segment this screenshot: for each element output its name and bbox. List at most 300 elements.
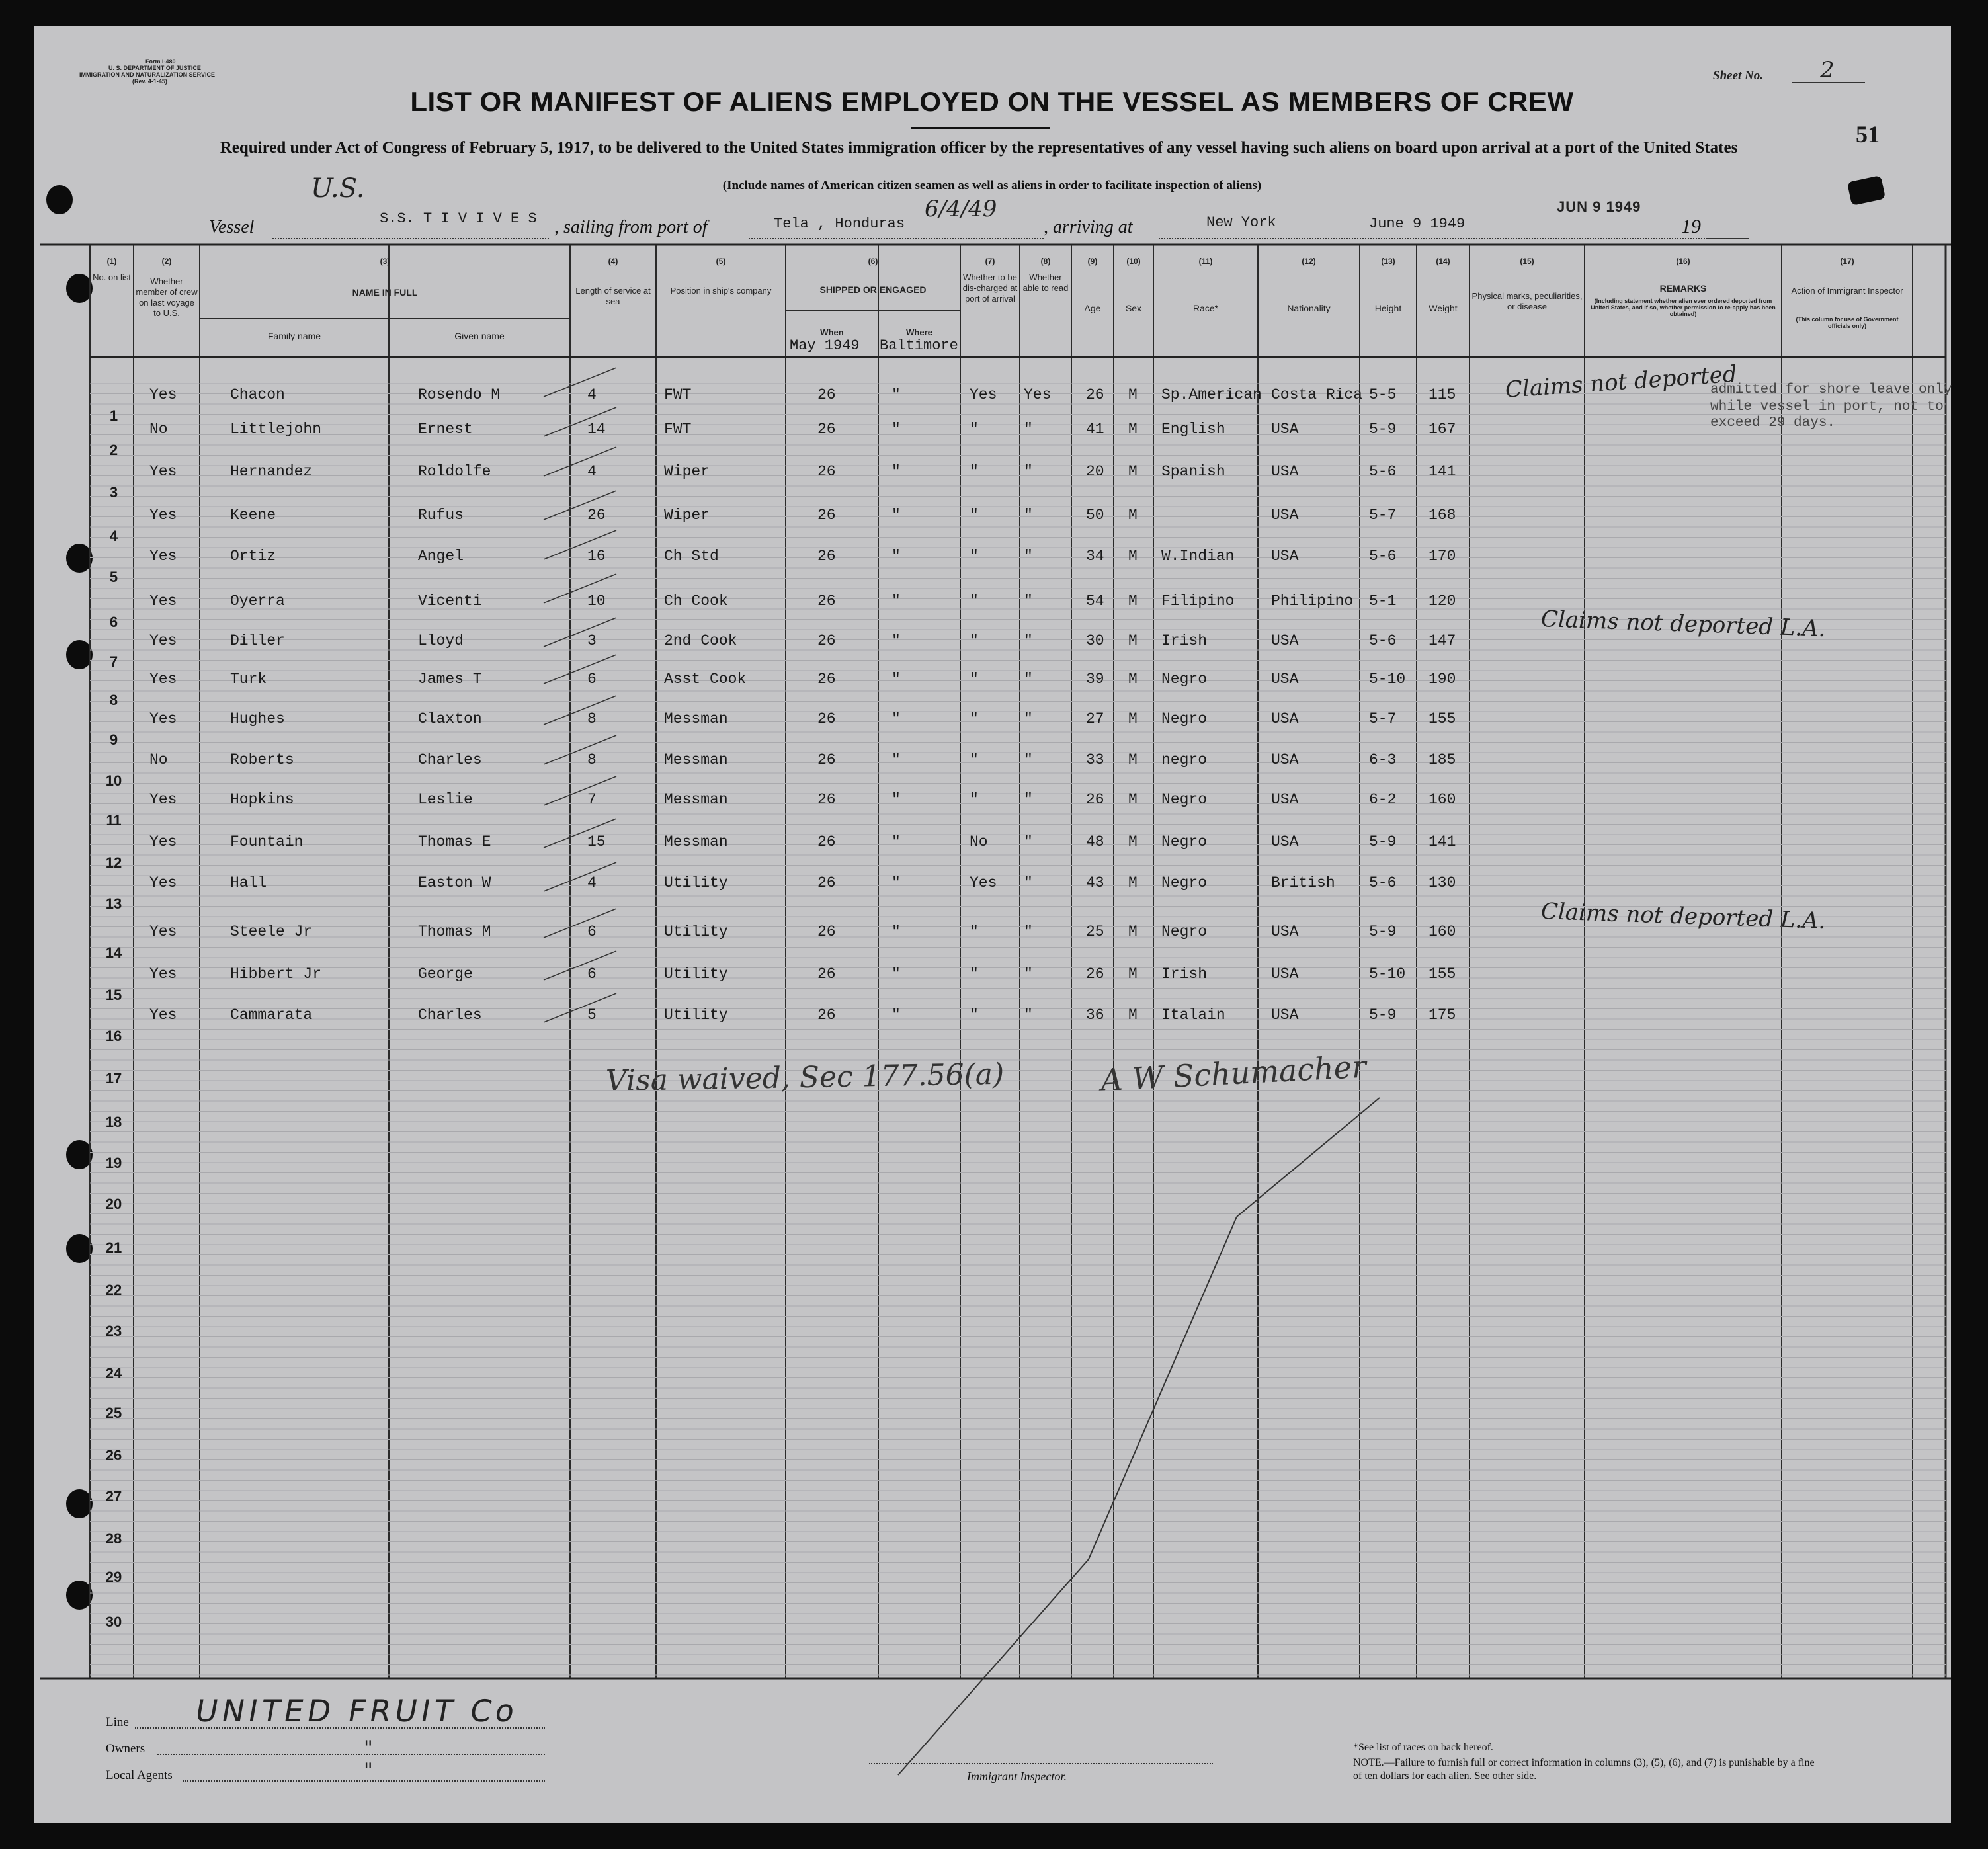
cell-position: Utility — [664, 874, 728, 891]
cell-sex: M — [1128, 923, 1138, 940]
cell-position: Ch Std — [664, 548, 719, 565]
cell-height: 5-9 — [1369, 1007, 1397, 1024]
cell-read: " — [1024, 671, 1033, 688]
cell-sex: M — [1128, 421, 1138, 438]
cell-day: 26 — [817, 874, 836, 891]
column-header-inspector-action: Action of Immigrant Inspector — [1791, 286, 1903, 296]
vessel-name: S.S. T I V I V E S — [380, 210, 537, 227]
cell-disch: " — [970, 751, 979, 768]
cell-given: Thomas E — [418, 833, 491, 850]
cell-read: " — [1024, 463, 1033, 480]
cell-day: 26 — [817, 833, 836, 850]
cell-family: Fountain — [230, 833, 304, 850]
cell-family: Turk — [230, 671, 267, 688]
cell-weight: 168 — [1429, 507, 1456, 524]
cell-disch: " — [970, 548, 979, 565]
column-number-c15: (15) — [1520, 257, 1534, 266]
cell-height: 5-6 — [1369, 874, 1397, 891]
cell-age: 27 — [1086, 710, 1104, 727]
row-number: 14 — [105, 944, 122, 961]
cell-given: Charles — [418, 751, 482, 768]
cell-race: W.Indian — [1161, 548, 1235, 565]
cell-service: 5 — [587, 1007, 597, 1024]
column-header-c5: Position in ship's company — [670, 286, 772, 296]
footer-agents-value: " — [364, 1759, 373, 1782]
cell-age: 41 — [1086, 421, 1104, 438]
column-header-c11: Race* — [1192, 303, 1219, 313]
cell-weight: 130 — [1429, 874, 1456, 891]
cell-day: 26 — [817, 671, 836, 688]
column-header-shipped-or-engaged: SHIPPED OR ENGAGED — [819, 284, 927, 295]
cell-age: 26 — [1086, 966, 1104, 983]
cell-day: 26 — [817, 386, 836, 403]
cell-race: Negro — [1161, 791, 1208, 808]
cell-height: 5-1 — [1369, 593, 1397, 610]
inspector-signature: A W Schumacher — [1099, 1048, 1368, 1098]
departure-port: Tela , Honduras — [774, 216, 905, 232]
row-number: 8 — [109, 692, 118, 708]
cell-weight: 170 — [1429, 548, 1456, 565]
remark-row-1-typed-2: while vessel in port, not to — [1710, 399, 1944, 415]
column-header-c2: Whether member of crew on last voyage to U.S. — [136, 276, 198, 318]
cell-weight: 141 — [1429, 463, 1456, 480]
cell-given: Vicenti — [418, 593, 482, 610]
cell-nat: USA — [1271, 751, 1299, 768]
row-number-empty: 20 — [105, 1196, 122, 1212]
cell-weight: 167 — [1429, 421, 1456, 438]
cell-weight: 155 — [1429, 966, 1456, 983]
cell-disch: " — [970, 671, 979, 688]
cell-where: " — [891, 548, 901, 565]
row-number: 15 — [105, 987, 122, 1003]
cell-service: 26 — [587, 507, 606, 524]
row-number-empty: 22 — [105, 1282, 122, 1298]
cell-read: Yes — [1024, 386, 1052, 403]
cell-race: Irish — [1161, 632, 1208, 649]
cell-where: " — [891, 1007, 901, 1024]
cell-height: 5-5 — [1369, 386, 1397, 403]
cell-family: Hughes — [230, 710, 285, 727]
column-number-c13: (13) — [1381, 257, 1395, 266]
cell-sex: M — [1128, 593, 1138, 610]
cell-weight: 185 — [1429, 751, 1456, 768]
cell-read: " — [1024, 833, 1033, 850]
cell-last: No — [149, 751, 168, 768]
cell-height: 6-2 — [1369, 791, 1397, 808]
cell-sex: M — [1128, 548, 1138, 565]
cell-where: " — [891, 710, 901, 727]
cell-where: " — [891, 507, 901, 524]
cell-age: 48 — [1086, 833, 1104, 850]
cell-age: 50 — [1086, 507, 1104, 524]
cell-given: Charles — [418, 1007, 482, 1024]
cell-sex: M — [1128, 966, 1138, 983]
row-number: 5 — [109, 569, 118, 585]
column-number-c3: (3) — [380, 257, 390, 266]
cell-given: Roldolfe — [418, 463, 491, 480]
cell-where: " — [891, 833, 901, 850]
cell-weight: 155 — [1429, 710, 1456, 727]
cell-nat: USA — [1271, 548, 1299, 565]
cell-service: 6 — [587, 671, 597, 688]
cell-disch: " — [970, 593, 979, 610]
cell-disch: " — [970, 923, 979, 940]
cell-nat: Costa Rica — [1271, 386, 1363, 403]
arrival-stamp: JUN 9 1949 — [1557, 198, 1641, 215]
column-number-c7: (7) — [985, 257, 995, 266]
column-header-when: When — [820, 327, 844, 337]
remark-row-1-handwritten: Claims not deported — [1504, 360, 1738, 403]
cell-service: 8 — [587, 710, 597, 727]
column-number-c12: (12) — [1302, 257, 1316, 266]
row-number: 6 — [109, 614, 118, 630]
cell-where: " — [891, 671, 901, 688]
subtitle: Required under Act of Congress of February 5, 1917, to be delivered to the United States immigration officer by the representatives of any vessel having such aliens on board upon arrival at a port of the United States — [220, 139, 1738, 157]
cell-family: Hall — [230, 874, 267, 891]
year-label: 19 — [1681, 216, 1701, 237]
arrival-port: New York — [1206, 214, 1276, 231]
cell-sex: M — [1128, 833, 1138, 850]
footer-line-value: UNITED FRUIT Co — [192, 1693, 522, 1729]
row-number-empty: 17 — [105, 1070, 122, 1087]
row-number-empty: 21 — [105, 1239, 122, 1256]
cell-given: Claxton — [418, 710, 482, 727]
cell-height: 5-6 — [1369, 463, 1397, 480]
footer-races-note: *See list of races on back hereof. — [1353, 1742, 1493, 1753]
column-header-c7: Whether to be dis-charged at port of arrival — [962, 272, 1018, 304]
cell-height: 5-9 — [1369, 923, 1397, 940]
cell-read: " — [1024, 1007, 1033, 1024]
cell-given: Leslie — [418, 791, 473, 808]
cell-last: Yes — [149, 710, 177, 727]
cell-race: Negro — [1161, 710, 1208, 727]
cell-sex: M — [1128, 386, 1138, 403]
cell-disch: " — [970, 463, 979, 480]
footer-line-label: Line — [106, 1715, 129, 1729]
cell-service: 4 — [587, 463, 597, 480]
arriving-label: , arriving at — [1044, 217, 1133, 237]
cell-age: 39 — [1086, 671, 1104, 688]
form-number: Form I-480 — [145, 58, 176, 65]
row-number-empty: 29 — [105, 1569, 122, 1585]
cell-service: 4 — [587, 874, 597, 891]
cell-read: " — [1024, 507, 1033, 524]
row-number-empty: 30 — [105, 1614, 122, 1630]
cell-where: " — [891, 751, 901, 768]
cell-race: Filipino — [1161, 593, 1235, 610]
cell-read: " — [1024, 421, 1033, 438]
cell-age: 34 — [1086, 548, 1104, 565]
cell-disch: Yes — [970, 386, 997, 403]
cell-day: 26 — [817, 923, 836, 940]
cell-age: 36 — [1086, 1007, 1104, 1024]
cell-age: 54 — [1086, 593, 1104, 610]
cell-sex: M — [1128, 632, 1138, 649]
cell-last: Yes — [149, 923, 177, 940]
footer-agents-label: Local Agents — [106, 1768, 173, 1782]
cell-family: Roberts — [230, 751, 294, 768]
footer-inspector-label: Immigrant Inspector. — [967, 1770, 1067, 1783]
cell-sex: M — [1128, 1007, 1138, 1024]
cell-age: 25 — [1086, 923, 1104, 940]
column-header-remarks: REMARKS — [1659, 283, 1707, 294]
cell-sex: M — [1128, 791, 1138, 808]
cell-last: Yes — [149, 548, 177, 565]
cell-given: James T — [418, 671, 482, 688]
cell-read: " — [1024, 791, 1033, 808]
cell-last: Yes — [149, 632, 177, 649]
sheet-number: 2 — [1820, 57, 1835, 83]
page-number: 51 — [1856, 121, 1880, 147]
cell-disch: " — [970, 710, 979, 727]
cell-age: 33 — [1086, 751, 1104, 768]
cell-disch: " — [970, 421, 979, 438]
cell-where: " — [891, 923, 901, 940]
column-header-family-name: Family name — [267, 331, 321, 341]
cell-nat: USA — [1271, 833, 1299, 850]
column-number-c16: (16) — [1676, 257, 1690, 266]
column-header-c1: No. on list — [93, 272, 131, 282]
cell-sex: M — [1128, 710, 1138, 727]
cell-height: 5-6 — [1369, 548, 1397, 565]
cell-day: 26 — [817, 507, 836, 524]
cell-family: Hibbert Jr — [230, 966, 322, 983]
cell-service: 6 — [587, 966, 597, 983]
cell-service: 10 — [587, 593, 606, 610]
cell-nat: USA — [1271, 421, 1299, 438]
row-number: 13 — [105, 895, 122, 912]
cell-nat: USA — [1271, 966, 1299, 983]
cell-read: " — [1024, 751, 1033, 768]
visa-waiver-note: Visa waived, Sec 177.56(a) — [605, 1057, 1005, 1098]
cell-service: 3 — [587, 632, 597, 649]
cell-last: Yes — [149, 463, 177, 480]
cell-disch: " — [970, 1007, 979, 1024]
row-number-empty: 25 — [105, 1405, 122, 1421]
cell-sex: M — [1128, 507, 1138, 524]
column-header-name-in-full: NAME IN FULL — [352, 287, 418, 298]
form-service: IMMIGRATION AND NATURALIZATION SERVICE — [79, 71, 215, 78]
cell-nat: USA — [1271, 671, 1299, 688]
cell-nat: USA — [1271, 632, 1299, 649]
cell-read: " — [1024, 548, 1033, 565]
cell-last: Yes — [149, 791, 177, 808]
column-number-c1: (1) — [106, 257, 117, 266]
cell-family: Hopkins — [230, 791, 294, 808]
cell-day: 26 — [817, 463, 836, 480]
cell-race: Negro — [1161, 874, 1208, 891]
cell-position: Ch Cook — [664, 593, 728, 610]
cell-read: " — [1024, 874, 1033, 891]
cell-last: Yes — [149, 966, 177, 983]
column-number-c2: (2) — [161, 257, 172, 266]
cell-read: " — [1024, 966, 1033, 983]
cell-service: 6 — [587, 923, 597, 940]
column-header-c4: Length of service at sea — [575, 286, 651, 306]
cell-age: 43 — [1086, 874, 1104, 891]
cell-race: English — [1161, 421, 1225, 438]
cell-race: Negro — [1161, 833, 1208, 850]
cell-family: Oyerra — [230, 593, 285, 610]
column-number-c17: (17) — [1840, 257, 1854, 266]
row-number: 12 — [105, 854, 122, 871]
cell-weight: 190 — [1429, 671, 1456, 688]
footer-note: NOTE.—Failure to furnish full or correct information in columns (3), (5), (6), and (7) is punishable by a fine of ten dollars for each alien. See other side. — [1353, 1757, 1815, 1782]
cell-family: Diller — [230, 632, 285, 649]
cell-height: 5-10 — [1369, 966, 1406, 983]
cell-service: 7 — [587, 791, 597, 808]
footer-owners-value: " — [364, 1737, 373, 1760]
cell-family: Cammarata — [230, 1007, 313, 1024]
cell-day: 26 — [817, 593, 836, 610]
cell-age: 30 — [1086, 632, 1104, 649]
cell-height: 5-7 — [1369, 507, 1397, 524]
cell-race: negro — [1161, 751, 1208, 768]
cell-service: 16 — [587, 548, 606, 565]
cell-day: 26 — [817, 791, 836, 808]
cell-day: 26 — [817, 548, 836, 565]
cell-disch: Yes — [970, 874, 997, 891]
cell-race: Italain — [1161, 1007, 1225, 1024]
form-department: U. S. DEPARTMENT OF JUSTICE — [108, 65, 201, 71]
remark-row-1-typed-3: exceed 29 days. — [1710, 415, 1836, 431]
cell-disch: " — [970, 632, 979, 649]
cell-given: Thomas M — [418, 923, 491, 940]
cell-read: " — [1024, 710, 1033, 727]
cell-last: Yes — [149, 671, 177, 688]
row-number: 9 — [109, 731, 118, 748]
row-number-empty: 27 — [105, 1488, 122, 1504]
cell-race: Negro — [1161, 671, 1208, 688]
cell-given: Rosendo M — [418, 386, 501, 403]
cell-position: Messman — [664, 710, 728, 727]
cell-nat: USA — [1271, 791, 1299, 808]
sheet-label: Sheet No. — [1713, 69, 1763, 83]
cell-height: 6-3 — [1369, 751, 1397, 768]
row-number: 4 — [109, 528, 118, 544]
cell-weight: 160 — [1429, 791, 1456, 808]
column-header-where: Where — [906, 327, 932, 337]
cell-day: 26 — [817, 710, 836, 727]
cell-family: Littlejohn — [230, 421, 322, 438]
cell-race: Irish — [1161, 966, 1208, 983]
column-header-c15: Physical marks, peculiarities, or disease — [1471, 291, 1583, 311]
arrival-date: June 9 1949 — [1369, 216, 1466, 232]
cell-position: Utility — [664, 923, 728, 940]
remark-row-13-handwritten: Claims not deported L.A. — [1540, 898, 1827, 935]
cell-where: " — [891, 463, 901, 480]
cell-nat: Philipino — [1271, 593, 1354, 610]
cell-where: " — [891, 874, 901, 891]
column-header-c12: Nationality — [1287, 303, 1331, 313]
cell-given: George — [418, 966, 473, 983]
cell-family: Ortiz — [230, 548, 276, 565]
cell-race: Negro — [1161, 923, 1208, 940]
remark-row-6-handwritten: Claims not deported L.A. — [1540, 606, 1827, 643]
cell-sex: M — [1128, 671, 1138, 688]
row-number-empty: 26 — [105, 1447, 122, 1463]
column-header-remarks-note: (Including statement whether alien ever ordered deported from United States, and if so, whether permission to re-apply has been obtained) — [1591, 298, 1776, 317]
cell-position: Wiper — [664, 463, 710, 480]
footer-owners-label: Owners — [106, 1742, 145, 1756]
cell-nat: USA — [1271, 1007, 1299, 1024]
cell-where: " — [891, 421, 901, 438]
row-number-empty: 23 — [105, 1323, 122, 1339]
form-revision: (Rev. 4-1-45) — [132, 78, 167, 85]
cell-where: " — [891, 966, 901, 983]
cell-age: 20 — [1086, 463, 1104, 480]
column-header-given-name: Given name — [454, 331, 505, 341]
cell-last: Yes — [149, 874, 177, 891]
cell-last: Yes — [149, 386, 177, 403]
cell-position: Asst Cook — [664, 671, 747, 688]
row-number-empty: 19 — [105, 1155, 122, 1171]
column-number-c14: (14) — [1436, 257, 1450, 266]
cell-weight: 147 — [1429, 632, 1456, 649]
cell-last: No — [149, 421, 168, 438]
cell-age: 26 — [1086, 386, 1104, 403]
cell-nat: USA — [1271, 923, 1299, 940]
cell-sex: M — [1128, 751, 1138, 768]
subnote: (Include names of American citizen seamen as well as aliens in order to facilitate inspection of aliens) — [722, 179, 1262, 192]
cell-family: Keene — [230, 507, 276, 524]
cell-family: Chacon — [230, 386, 285, 403]
cell-height: 5-9 — [1369, 833, 1397, 850]
cell-given: Lloyd — [418, 632, 464, 649]
column-number-c8: (8) — [1040, 257, 1051, 266]
cell-day: 26 — [817, 421, 836, 438]
row-number-empty: 28 — [105, 1530, 122, 1547]
cell-height: 5-9 — [1369, 421, 1397, 438]
cell-read: " — [1024, 593, 1033, 610]
column-header-c9: Age — [1084, 303, 1101, 313]
cell-height: 5-6 — [1369, 632, 1397, 649]
cell-nat: USA — [1271, 710, 1299, 727]
cell-disch: " — [970, 966, 979, 983]
cell-where: " — [891, 791, 901, 808]
cell-weight: 120 — [1429, 593, 1456, 610]
cell-last: Yes — [149, 833, 177, 850]
cell-nat: USA — [1271, 463, 1299, 480]
cell-position: Messman — [664, 833, 728, 850]
column-header-c14: Weight — [1429, 303, 1458, 313]
row-number: 7 — [109, 653, 118, 670]
departure-date-handwritten: 6/4/49 — [925, 196, 997, 222]
cell-last: Yes — [149, 1007, 177, 1024]
cell-disch: " — [970, 507, 979, 524]
column-number-c4: (4) — [608, 257, 618, 266]
cell-given: Easton W — [418, 874, 491, 891]
column-number-c11: (11) — [1198, 257, 1213, 266]
column-header-inspector-note: (This column for use of Government officials only) — [1796, 316, 1899, 329]
cell-where: " — [891, 386, 901, 403]
cell-sex: M — [1128, 463, 1138, 480]
row-number-empty: 18 — [105, 1114, 122, 1130]
cell-position: Messman — [664, 751, 728, 768]
column-header-c13: Height — [1374, 303, 1402, 313]
vessel-prefix-handwritten: U.S. — [311, 173, 365, 204]
cell-nat: USA — [1271, 507, 1299, 524]
cell-position: Wiper — [664, 507, 710, 524]
cell-age: 26 — [1086, 791, 1104, 808]
shipped-when-value: May 1949 — [790, 337, 860, 354]
column-number-c6: (6) — [868, 257, 878, 266]
cell-weight: 160 — [1429, 923, 1456, 940]
cell-race: Spanish — [1161, 463, 1225, 480]
sailing-label: , sailing from port of — [554, 217, 708, 237]
row-number: 3 — [109, 484, 118, 501]
cell-weight: 141 — [1429, 833, 1456, 850]
